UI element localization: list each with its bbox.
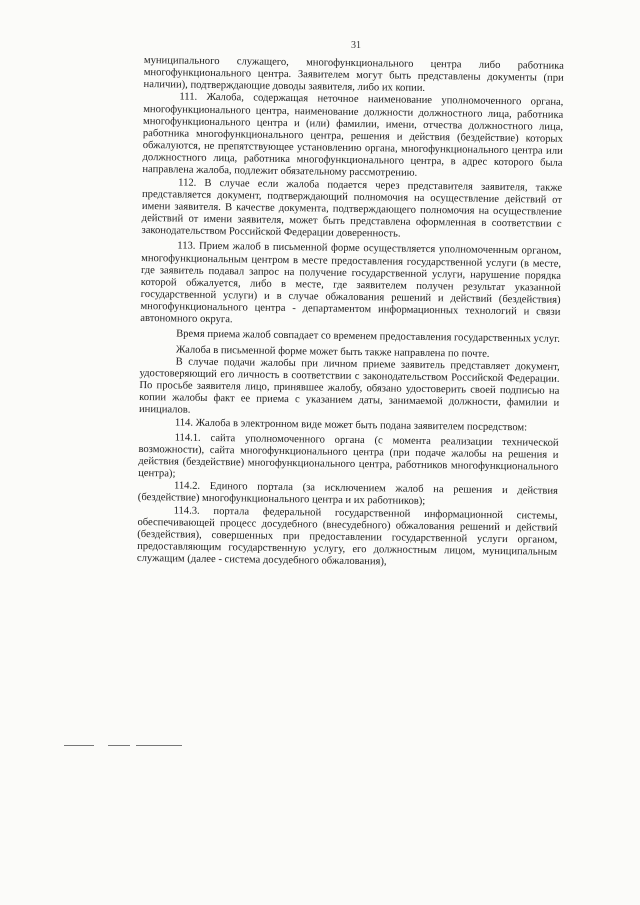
page-number: 31 [351, 40, 361, 51]
document-body [137, 55, 564, 571]
paragraph: Время приема жалоб совпадает со временем предоставления государственных услуг. [176, 328, 561, 346]
paragraph-114-2: 114.2. Единого портала (за исключением жалоб на решения и действия (бездействие) многофункционального центра и их работников); [137, 480, 559, 508]
paragraph-113: 113. Прием жалоб в письменной форме осуществляется уполномоченным органом, многофункциональным центром в месте предоставления государственной услуги (в месте, где заявитель подавал запрос на получение государственной услуги, нарушение порядка которой обжалуется, либо в месте, где заявителем получен результат указанной государственной услуги) и в случае обжалования решений и действий (бездействия) многофункционального центра - департаментом информационных технологий и связи автономного округа. [140, 240, 562, 326]
paragraph: муниципального служащего, многофункционального центра либо работника многофункционального центра. Заявителем могут быть представлены документы (при наличии), подтверждающие доводы заявителя, либо их копии. [143, 55, 564, 95]
paragraph-112: 112. В случае если жалоба подается через представителя заявителя, также представляется документ, подтверждающий полномочия на осуществление действий от имени заявителя. В качестве документа, подтверждающего полномочия на осуществление действий от имени заявителя, может быть представлена оформленная в соответствии с законодательством Российской Федерации доверенность. [141, 177, 563, 240]
paragraph-114: 114. Жалоба в электронном виде может быть подана заявителем посредством: [174, 416, 528, 433]
paragraph: В случае подачи жалобы при личном приеме заявитель представляет документ, удостоверяющий его личность в соответствии с законодательством Российской Федерации. По просьбе заявителя лицо, принявшее жалобу, обязано удостоверить своей подписью на копии жалобы факт ее приема с указанием даты, занимаемой должности, фамилии и инициалов. [138, 356, 560, 417]
paragraph-114-3: 114.3. портала федеральной государственной информационной системы, обеспечивающей процесс досудебного (внесудебного) обжалования решений и действий (бездействия), совершенных при предоставлении государственной услуги органом, предоставляющим государственную услугу, его должностным лицом, муниципальным служащим (далее - система досудебного обжалования), [136, 505, 558, 568]
paragraph: Жалоба в письменной форме может быть также направлена по почте. [175, 344, 490, 360]
footer-scan-marks [64, 745, 184, 749]
paragraph-111: 111. Жалоба, содержащая неточное наименование уполномоченного органа, многофункционального центра, наименование должности должностного лица, работника многофункционального центра и (или) фамилии, имени, отчества должностного лица, работника многофункционального центра, решения и действия (бездействие) которых обжалуются, не препятствующее установлению органа, многофункционального центра или должностного лица, работника многофункционального центра, в адрес которого была направлена жалоба, подлежит обязательному рассмотрению. [142, 91, 564, 180]
paragraph-114-1: 114.1. сайта уполномоченного органа (с момента реализации технической возможности), сайта многофункционального центра (при подаче жалобы на решения и действия (бездействие) многофункционального центра, работников многофункционального центра); [138, 432, 559, 480]
